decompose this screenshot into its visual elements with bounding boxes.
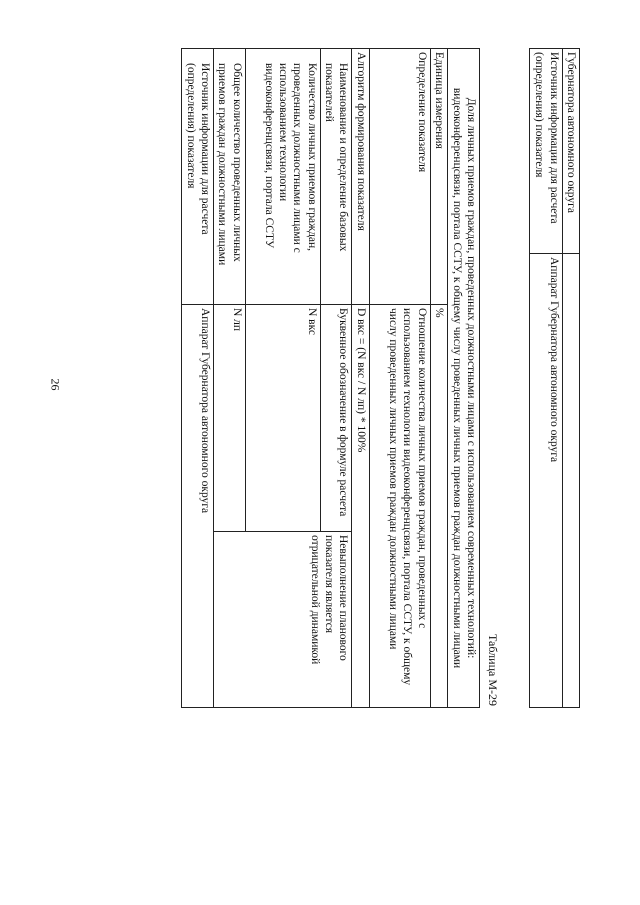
table-cell: Источник информации для расчета (определения) показателя [182, 49, 214, 305]
interpretation-cell: Невыполнение планового показателя является отрицательной динамикой [214, 532, 353, 708]
table-row [529, 49, 562, 708]
indicator-title: Доля личных приемов граждан, проведенных должностными лицами с использованием современных технологий: видеоконференцсвязи, портала ССТУ, к общему числу проведенных личных приемов граждан должностными лицами [448, 49, 480, 708]
table-cell: Отношение количества личных приемов граждан, проведенных с использованием технологии видеоконференцсвязи, портала ССТУ, к общему числу проведенных личных приемов граждан должностными лицами [369, 305, 430, 708]
table-row [369, 49, 430, 708]
table-cell: Определение показателя [369, 49, 430, 305]
indicator-table [181, 48, 480, 708]
table-cell: Наименование и определение базовых показателей [320, 49, 352, 305]
table-cell: Алгоритм формирования показателя [352, 49, 369, 305]
table-row [448, 49, 480, 708]
table-row [320, 49, 352, 708]
table-cell: Аппарат Губернатора автономного округа [182, 305, 214, 708]
table-row [430, 49, 447, 708]
table-cell: Количество личных приемов граждан, проведенных должностными лицами с использованием технологии видеоконференцсвязи, портала ССТУ [245, 49, 320, 305]
table-cell: Буквенное обозначение в формуле расчета [320, 305, 352, 532]
table-cell: Источник информации для расчета (определения) показателя [529, 49, 562, 254]
table-row [352, 49, 369, 708]
table-row [562, 49, 579, 708]
page-number: 26 [48, 378, 63, 391]
table-cell [562, 254, 579, 708]
rotated-page-content [100, 48, 580, 708]
table-cell: % [430, 305, 447, 708]
table-cell: D вкс = (N вкс / N лп) * 100% [352, 305, 369, 708]
table-cell: Общее количество проведенных личных приемов граждан должностными лицами [214, 49, 246, 305]
table-cell: N лп [214, 305, 246, 532]
table-caption: Таблица М-29 [486, 634, 500, 706]
table-cell: Губернатора автономного округа [562, 49, 579, 254]
table-cell: N вкс [245, 305, 320, 532]
top-table [529, 48, 580, 708]
table-cell: Единица измерения [430, 49, 447, 305]
table-row [182, 49, 214, 708]
table-cell: Аппарат Губернатора автономного округа [529, 254, 562, 708]
